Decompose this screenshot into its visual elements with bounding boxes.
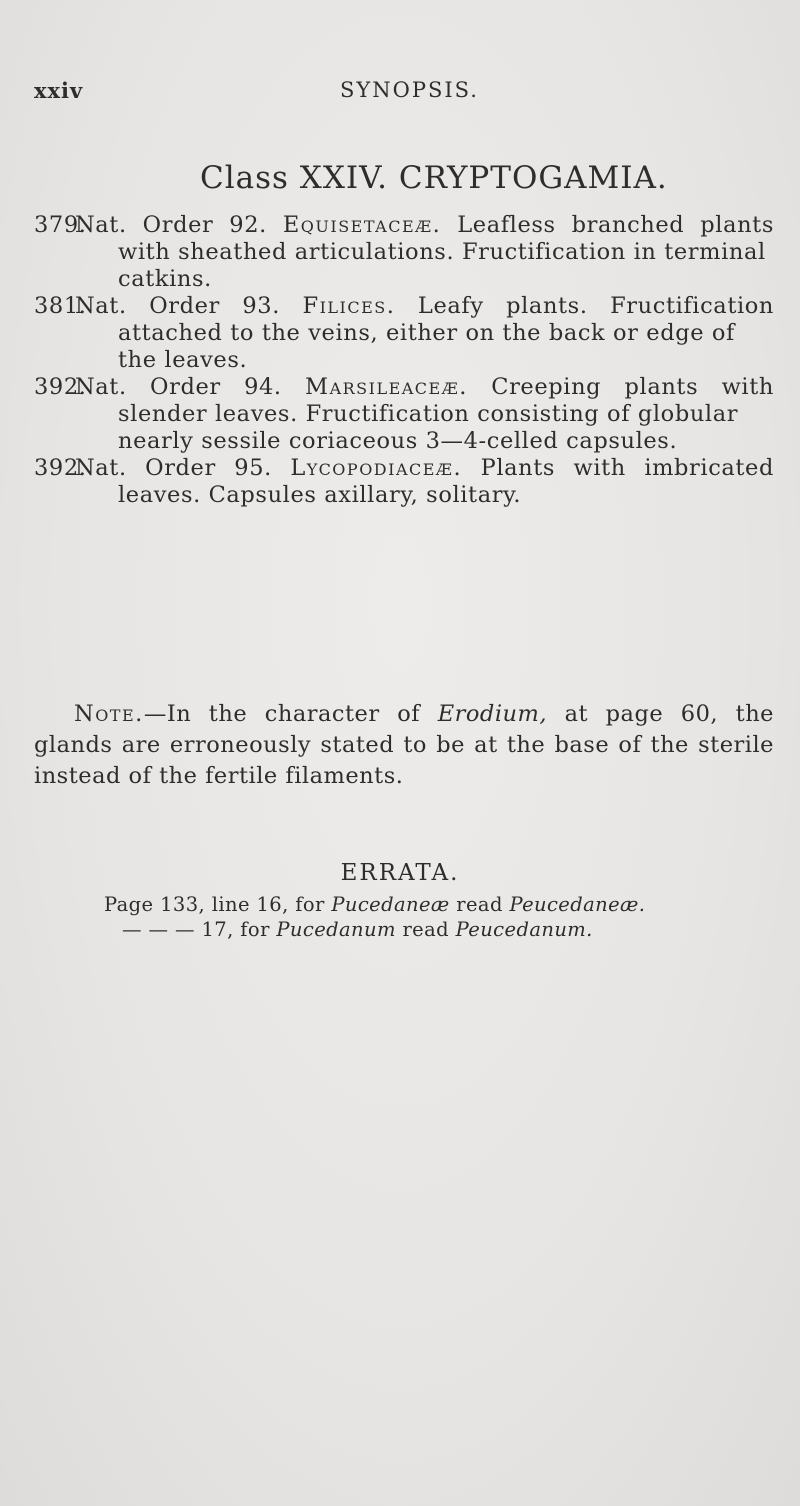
- order-name: Filices.: [302, 293, 396, 319]
- errata-prefix: Page 133, line 16, for: [104, 893, 332, 916]
- page-number: xxiv: [34, 78, 84, 103]
- order-first-line-text: Creeping plants with: [491, 374, 774, 400]
- order-entry: [34, 374, 774, 455]
- order-first-line-text: Leafy plants. Fructification: [417, 293, 774, 319]
- errata-list: [104, 892, 744, 942]
- order-description: with sheathed articulations. Fructification in terminal catkins.: [118, 239, 766, 292]
- order-first-line: [75, 455, 774, 482]
- errata-wrong: Pucedaneæ: [331, 893, 450, 916]
- order-first-line: [75, 293, 774, 320]
- note-paragraph: [34, 699, 774, 792]
- order-label: Nat. Order 92.: [75, 212, 267, 238]
- order-description: slender leaves. Fructification consisting of globular nearly sessile coriaceous 3—4-celled capsules.: [118, 401, 739, 454]
- class-title: Class XXIV. CRYPTOGAMIA.: [200, 160, 668, 196]
- errata-right: Peucedanum.: [455, 918, 593, 941]
- order-page-number: 381.: [34, 293, 87, 319]
- order-entry: [34, 293, 774, 374]
- order-first-line: [75, 374, 774, 401]
- errata-entry: [104, 892, 744, 917]
- errata-prefix: — — — 17, for: [122, 918, 277, 941]
- order-name: Equisetaceæ.: [282, 212, 442, 238]
- errata-entry: [104, 917, 744, 942]
- order-name: Lycopodiaceæ.: [290, 455, 463, 481]
- errata-title: ERRATA.: [340, 860, 460, 886]
- note-text-before: —In the character of: [143, 700, 438, 727]
- errata-right: Peucedaneæ.: [509, 893, 646, 916]
- order-page-number: 392.: [34, 455, 87, 481]
- orders-list: [34, 212, 774, 509]
- order-first-line-text: Leafless branched plants: [457, 212, 774, 238]
- order-description: leaves. Capsules axillary, solitary.: [118, 482, 522, 508]
- order-description: attached to the veins, either on the back or edge of the leaves.: [118, 320, 735, 373]
- errata-mid: read: [449, 893, 510, 916]
- running-head: [34, 78, 774, 108]
- order-label: Nat. Order 94.: [75, 374, 282, 400]
- order-name: Marsileaceæ.: [305, 374, 468, 400]
- order-label: Nat. Order 93.: [75, 293, 280, 319]
- order-first-line-text: Plants with imbricated: [480, 455, 774, 481]
- note-text-after: at page 60, the glands are erroneously stated to be at the base of the sterile instead of the fertile filaments.: [34, 700, 774, 789]
- order-page-number: 392.: [34, 374, 87, 400]
- order-entry: [34, 455, 774, 509]
- order-label: Nat. Order 95.: [75, 455, 272, 481]
- order-page-number: 379.: [34, 212, 87, 238]
- order-first-line: [75, 212, 774, 239]
- errata-mid: read: [395, 918, 456, 941]
- errata-wrong: Pucedanum: [276, 918, 396, 941]
- order-entry: [34, 212, 774, 293]
- note-italic-genus: Erodium,: [437, 700, 547, 727]
- running-head-title: SYNOPSIS.: [340, 78, 479, 102]
- note-label: Note.: [74, 700, 144, 727]
